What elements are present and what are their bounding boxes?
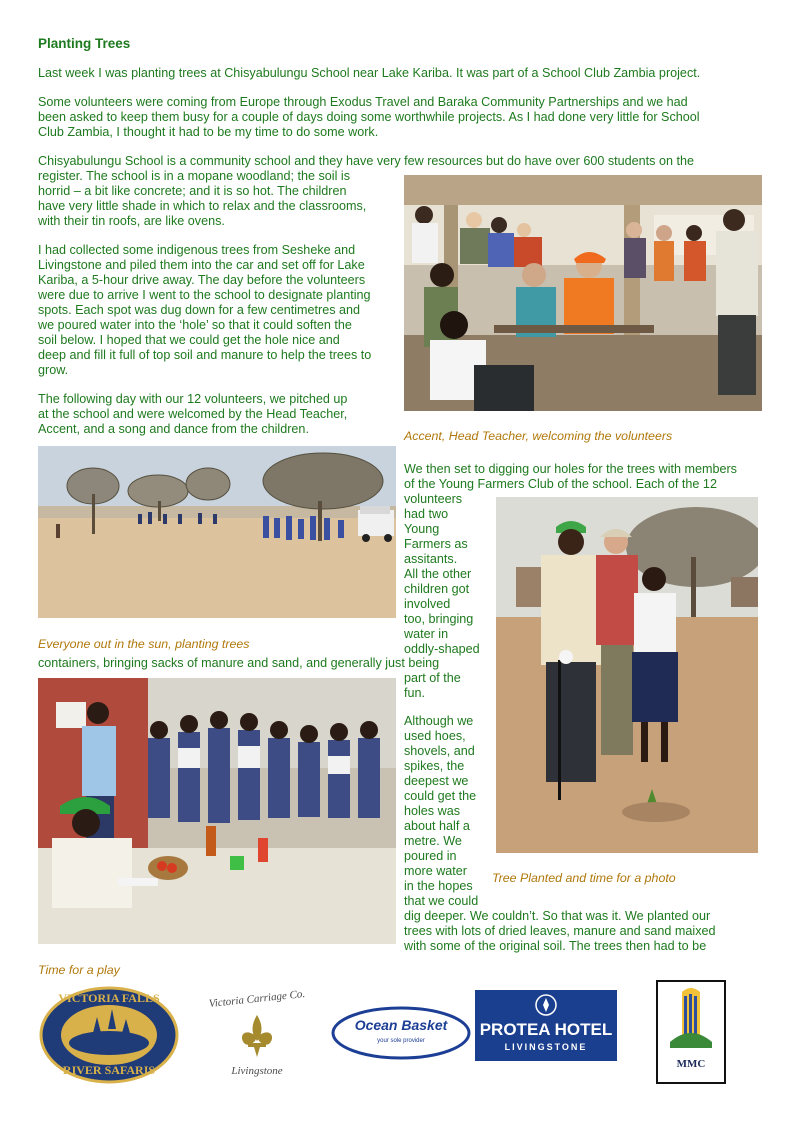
photo-planting-in-sun — [38, 446, 396, 618]
paragraph-7-line: about half a — [404, 819, 470, 833]
paragraph-7-line: poured in — [404, 849, 457, 863]
paragraph-6-narrow: children got — [404, 582, 470, 596]
paragraph-7-line: trees with lots of dried leaves, manure and sand maixed — [404, 924, 716, 938]
caption-sun: Everyone out in the sun, planting trees — [38, 637, 250, 652]
paragraph-7-line: deepest we — [404, 774, 469, 788]
paragraph-5-line: The following day with our 12 volunteers, we pitched up — [38, 392, 348, 406]
logo-text-protea-livingstone: LIVINGSTONE — [504, 1042, 588, 1052]
victoria-falls-river-safaris-logo — [38, 985, 180, 1085]
logo-text-ocean-basket: Ocean Basket — [354, 1017, 448, 1033]
paragraph-6-narrow: Farmers as — [404, 537, 468, 551]
paragraph-6-narrow: Young — [404, 522, 440, 536]
mmc-logo — [656, 980, 726, 1084]
paragraph-4-line: grow. — [38, 363, 69, 377]
victoria-carriage-co-logo — [192, 985, 322, 1085]
logo-text-ocean-basket-tagline: your sole provider — [377, 1038, 425, 1044]
paragraph-6-narrow: had two — [404, 507, 449, 521]
protea-hotel-logo — [475, 990, 617, 1061]
caption-play: Time for a play — [38, 963, 120, 978]
paragraph-4-line: soil below. I hoped that we could get the hole nice and — [38, 333, 340, 347]
paragraph-3-line: with their tin roofs, are like ovens. — [38, 214, 225, 228]
logo-text-mmc: MMC — [676, 1058, 706, 1070]
paragraph-4-line: Kariba, a 5-hour drive away. The day before the volunteers — [38, 273, 366, 287]
paragraph-3-line: Chisyabulungu School is a community school and they have very few resources but do have over 600 students on the — [38, 154, 694, 168]
paragraph-7-line: metre. We — [404, 834, 462, 848]
photo-tree-planted — [496, 497, 758, 853]
paragraph-6-narrow: too, bringing — [404, 612, 474, 626]
paragraph-4-line: spots. Each spot was dug down for a few centimetres and — [38, 303, 361, 317]
ocean-basket-logo — [330, 1005, 472, 1061]
photo-play — [38, 678, 396, 944]
paragraph-3-line: horrid – a bit like concrete; and it is so hot. The children — [38, 184, 347, 198]
paragraph-6-line: We then set to digging our holes for the trees with members — [404, 462, 737, 476]
paragraph-7-line: that we could — [404, 894, 479, 908]
paragraph-4-line: were due to arrive I went to the school to designate planting — [38, 288, 371, 302]
paragraph-7-line: shovels, and — [404, 744, 475, 758]
paragraph-4-line: we poured water into the ‘hole’ so that it could soften the — [38, 318, 352, 332]
paragraph-7-line: in the hopes — [404, 879, 473, 893]
paragraph-3-line: have very little shade in which to relax and the classrooms, — [38, 199, 367, 213]
logo-text-protea-hotel: PROTEA HOTEL — [479, 1020, 613, 1039]
paragraph-4-line: Livingstone and piled them into the car and set off for Lake — [38, 258, 365, 272]
paragraph-2-line: Some volunteers were coming from Europe through Exodus Travel and Baraka Community Partnerships and we had — [38, 95, 688, 109]
paragraph-6-narrow: involved — [404, 597, 451, 611]
paragraph-7-line: could get the — [404, 789, 477, 803]
paragraph-4-line: I had collected some indigenous trees from Sesheke and — [38, 243, 356, 257]
paragraph-2-line: Club Zambia, I thought it had to be my time to do some work. — [38, 125, 379, 139]
caption-tree-planted: Tree Planted and time for a photo — [492, 871, 676, 886]
paragraph-6-narrow: water in — [404, 627, 449, 641]
paragraph-6-narrow: All the other — [404, 567, 472, 581]
photo-welcoming-volunteers — [404, 175, 762, 411]
logo-text-carriage: Victoria Carriage Co. — [208, 987, 306, 1011]
paragraph-2-line: been asked to keep them busy for a couple of days doing some worthwhile projects. As I had done very little for School — [38, 110, 700, 124]
paragraph-6-line: of the Young Farmers Club of the school. Each of the 12 — [404, 477, 717, 491]
logo-text-victoria-falls: VICTORIA FALLS — [58, 991, 160, 1005]
paragraph-7-line: Although we — [404, 714, 474, 728]
caption-welcoming: Accent, Head Teacher, welcoming the volunteers — [404, 429, 673, 444]
paragraph-6-narrow: part of the — [404, 671, 461, 685]
paragraph-6-narrow: oddly-shaped — [404, 642, 480, 656]
paragraph-3-line: register. The school is in a mopane woodland; the soil is — [38, 169, 350, 183]
article-title: Planting Trees — [38, 36, 131, 51]
paragraph-7-line: with some of the original soil. The trees then had to be — [404, 939, 707, 953]
paragraph-7-line: dig deeper. We couldn’t. So that was it. We planted our — [404, 909, 711, 923]
paragraph-6-narrow: assitants. — [404, 552, 458, 566]
paragraph-6-wide: containers, bringing sacks of manure and sand, and generally just being — [38, 656, 440, 670]
paragraph-7-line: more water — [404, 864, 467, 878]
paragraph-4-line: deep and fill it full of top soil and manure to help the trees to — [38, 348, 372, 362]
paragraph-5-line: Accent, and a song and dance from the children. — [38, 422, 309, 436]
logo-text-livingstone: Livingstone — [231, 1065, 283, 1077]
paragraph-7-line: spikes, the — [404, 759, 465, 773]
paragraph-7-line: holes was — [404, 804, 461, 818]
paragraph-7-line: used hoes, — [404, 729, 466, 743]
logo-text-river-safaris: RIVER SAFARIS — [62, 1063, 156, 1077]
paragraph-1: Last week I was planting trees at Chisyabulungu School near Lake Kariba. It was part of a School Club Zambia project. — [38, 66, 701, 80]
paragraph-6-narrow: volunteers — [404, 492, 463, 506]
paragraph-5-line: at the school and were welcomed by the Head Teacher, — [38, 407, 348, 421]
paragraph-6-narrow: fun. — [404, 686, 426, 700]
